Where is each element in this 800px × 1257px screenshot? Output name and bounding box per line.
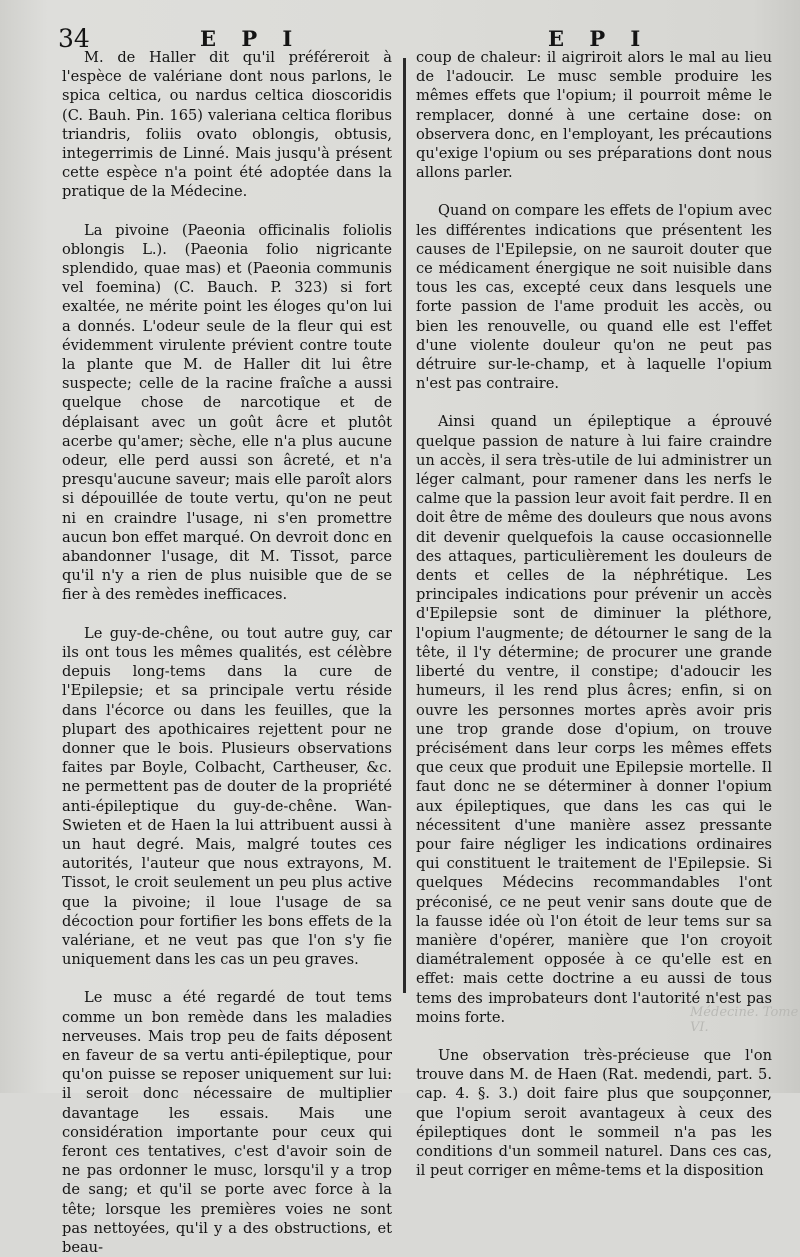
paragraph-de-haen-observation: Une observation très-précieuse que l'on trouve dans M. de Haen (Rat. medendi, part. 5. cap. 4. §. 3.) doit faire plus que soupçonner, que l'opium seroit avantageux à ceux des épileptiques dont le sommeil n'a pas les conditions d'un sommeil naturel. Dans ces cas, il peut corriger en même-tems et la disposition (416, 1046, 772, 1180)
running-head-right: E P I (548, 26, 650, 51)
paragraph-opium-effects: Quand on compare les effets de l'opium avec les différentes indications que présentent les causes de l'Epilepsie, on ne sauroit douter que ce médicament énergique ne soit nuisible dans tous les cas, excepté ceux dans lesquels une forte passion de l'ame produit les accès, ou bien les renouvelle, ou quand elle est l'effet d'une violente douleur qu'on ne peut pas détruire sur-le-champ, et à laquelle l'opium n'est pas contraire. (416, 202, 772, 393)
paragraph-musc: Le musc a été regardé de tout tems comme un bon remède dans les maladies nerveuses. Mais trop peu de faits déposent en faveur de sa vertu anti-épileptique, pour qu'on puisse se reposer uniquement sur lui: il seroit donc nécessaire de multiplier davantage les essais. Mais une considération importante pour ceux qui feront ces tentatives, c'est d'avoir soin de ne pas ordonner le musc, lorsqu'il y a trop de sang; et qu'il se porte avec force à la tête; lorsque les premières voies ne sont pas nettoyées, qu'il y a des obstructions, et beau- (62, 989, 392, 1256)
running-head-left: E P I (200, 26, 302, 51)
paragraph-opium-indications: Ainsi quand un épileptique a éprouvé quelque passion de nature à lui faire craindre un accès, il sera très-utile de lui administrer un léger calmant, pour ramener dans les nerfs le calme que la passion leur avoit fait perdre. Il en doit être de même des douleurs que nous avons dit devenir quelquefois la cause occasionnelle des attaques, particulièrement les douleurs de dents et celles de la néphrétique. Les principales indications pour prévenir un accès d'Epilepsie sont de diminuer la pléthore, l'opium l'augmente; de détourner le sang de la tête, il l'y détermine; de procurer une grande liberté du ventre, il constipe; d'adoucir les humeurs, il les rend plus âcres; enfin, si on ouvre les personnes mortes après avoir pris une trop grande dose d'opium, on trouve précisément dans leur corps les mêmes effets que ceux que produit une Epilepsie mortelle. Il faut donc ne se déterminer à donner l'opium aux épileptiques, que dans les cas qui le nécessitent d'une manière assez pressante pour faire négliger les indications ordinaires qui constituent le traitement de l'Epilepsie. Si quelques Médecins recommandables l'ont préconisé, ce ne peut venir sans doute que de la fausse idée où l'on étoit de leur tems sur sa manière d'opérer, manière que l'on croyoit diamétralement opposée à ce qu'elle est en effet: mais cette doctrine a eu aussi de tous tems des improbateurs dont l'autorité n'est pas moins forte. (416, 413, 772, 1026)
column-divider (403, 58, 406, 993)
page-number: 34 (58, 24, 90, 53)
left-column (62, 48, 392, 1257)
paragraph-guy-de-chene: Le guy-de-chêne, ou tout autre guy, car ils ont tous les mêmes qualités, est célèbre depuis long-tems dans la cure de l'Epilepsie; et sa principale vertu réside dans l'écorce ou dans les feuilles, que la plupart des apothicaires rejettent pour ne donner que le bois. Plusieurs observations faites par Boyle, Colbacht, Cartheuser, &c. ne permettent pas de douter de la propriété anti-épileptique du guy-de-chêne. Wan-Swieten et de Haen la lui attribuent aussi à un haut degré. Mais, malgré toutes ces autorités, l'auteur que nous extrayons, M. Tissot, le croit seulement un peu plus active que la pivoine; il loue l'usage de sa décoction pour fortifier les bons effets de la valériane, et ne veut pas que l'on s'y fie uniquement dans les cas un peu graves. (62, 624, 392, 969)
faint-margin-note: Médecine. Tome VI. (690, 1005, 799, 1035)
paragraph-pivoine: La pivoine (Paeonia officinalis foliolis oblongis L.). (Paeonia folio nigricante splendido, quae mas) et (Paeonia communis vel foemina) (C. Bauch. P. 323) si fort exaltée, ne mérite point les éloges qu'on lui a donnés. L'odeur seule de la fleur qui est évidemment virulente prévient contre toute la plante que M. de Haller dit lui être suspecte; celle de la racine fraîche a aussi quelque chose de narcotique et de déplaisant avec un goût âcre et plutôt acerbe qu'amer; sèche, elle n'a plus aucune odeur, elle perd aussi son âcreté, et n'a presqu'aucune saveur; mais elle paroît alors si dépouillée de toute vertu, qu'on ne peut ni en craindre l'usage, ni s'en promettre aucun bon effet marqué. On devroit donc en abandonner l'usage, dit M. Tissot, parce qu'il n'y a rien de plus nuisible que de se fier à des remèdes inefficaces. (62, 221, 392, 604)
paragraph-valeriana-celtica: M. de Haller dit qu'il préféreroit à l'espèce de valériane dont nous parlons, le spica celtica, ou nardus celtica dioscoridis (C. Bauh. Pin. 165) valeriana celtica floribus triandris, foliis ovato oblongis, obtusis, integerrimis de Linné. Mais jusqu'à présent cette espèce n'a point été adoptée dans la pratique de la Médecine. (62, 49, 392, 201)
paragraph-musc-continued: coup de chaleur: il aigriroit alors le mal au lieu de l'adoucir. Le musc semble produire les mêmes effets que l'opium; il pourroit même le remplacer, donné à une certaine dose: on observera donc, en l'employant, les précautions qu'exige l'opium ou ses préparations dont nous allons parler. (416, 49, 772, 182)
